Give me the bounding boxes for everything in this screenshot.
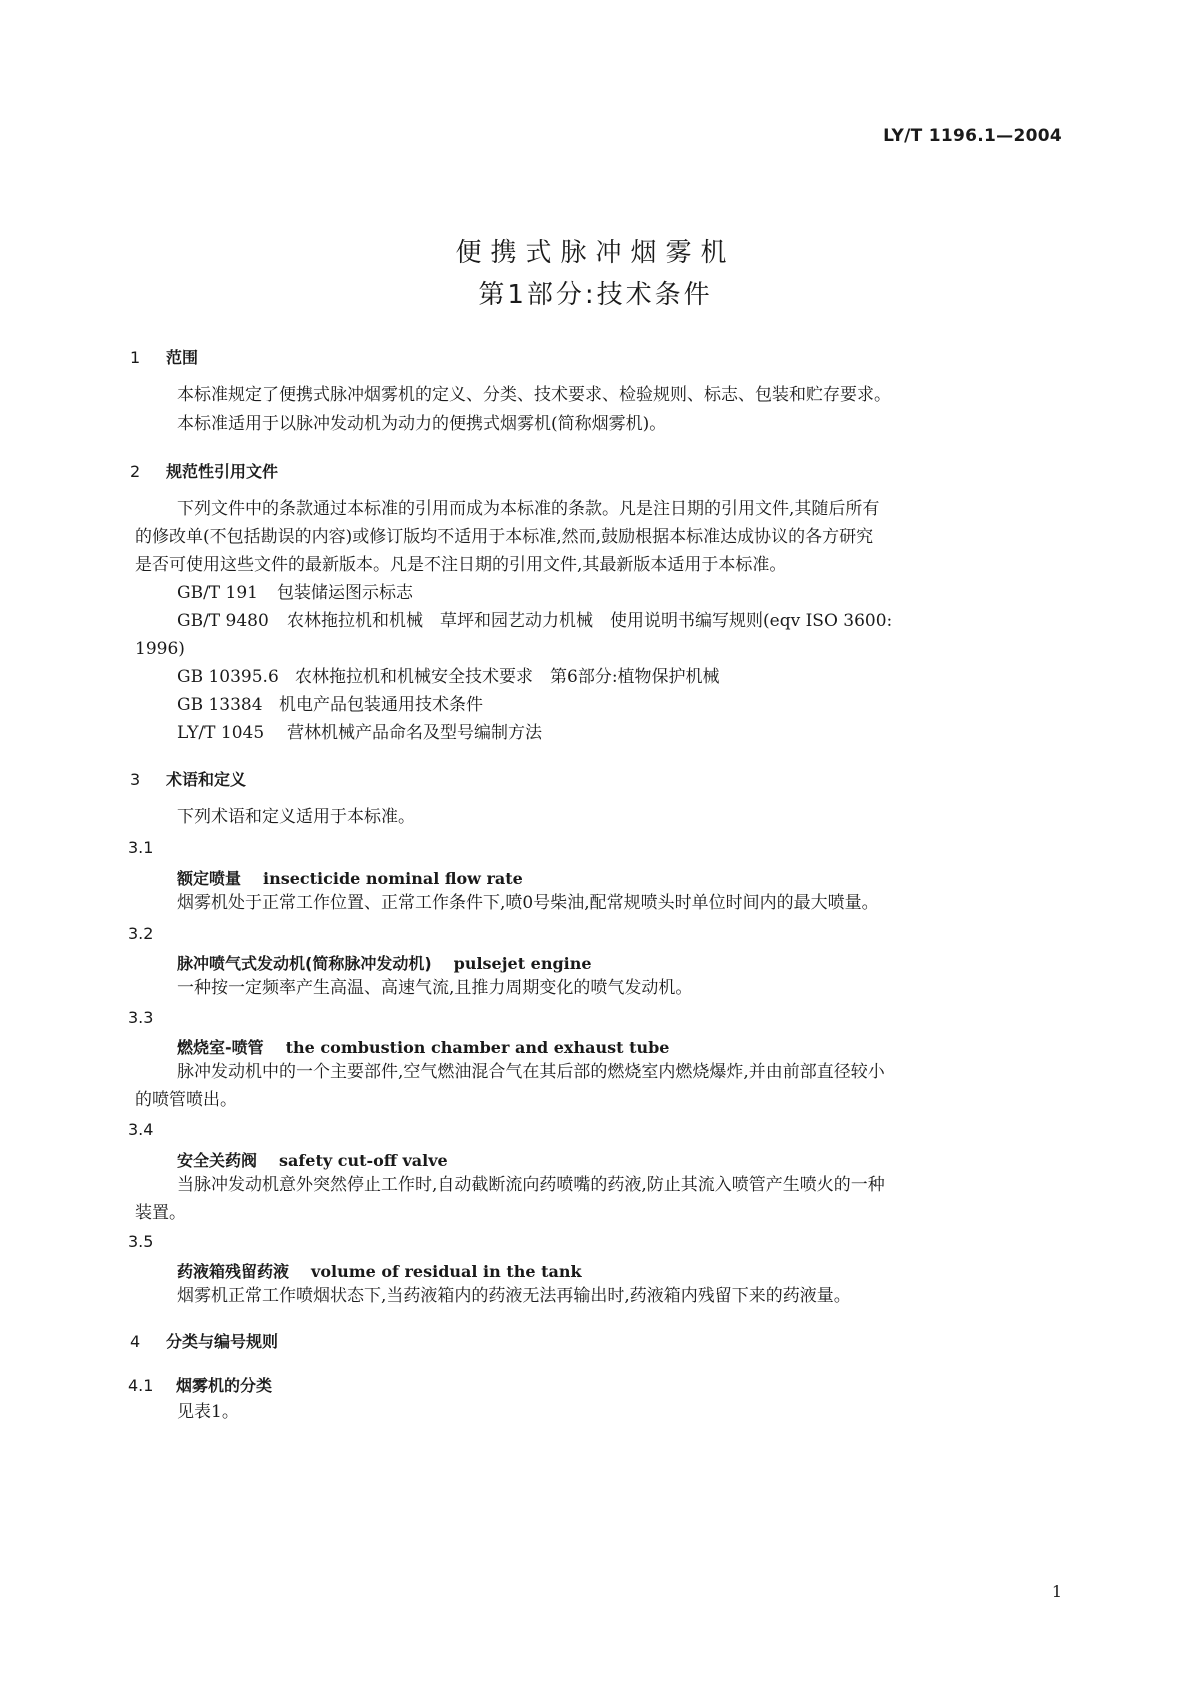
section-number: 3: [130, 770, 141, 789]
reference-title: 包装储运图示标志: [277, 583, 413, 603]
term-zh: 安全关药阀: [177, 1151, 258, 1170]
section-title: 分类与编号规则: [166, 1332, 279, 1351]
term-definition: 烟雾机处于正常工作位置、正常工作条件下,喷0号柴油,配常规喷头时单位时间内的最大喷量。: [177, 893, 879, 913]
reference-item: [177, 718, 542, 748]
section-title: 术语和定义: [166, 770, 247, 789]
subsection-number: 4.1: [128, 1376, 154, 1395]
term-zh: 药液箱残留药液: [177, 1262, 290, 1281]
section-heading-1: [130, 345, 198, 368]
section-heading-4: [130, 1329, 278, 1352]
term-zh: 额定喷量: [177, 869, 242, 888]
term-heading: [177, 951, 592, 974]
subsection-heading: [128, 1373, 272, 1396]
paragraph: 下列术语和定义适用于本标准。: [177, 807, 415, 827]
term-zh: 燃烧室-喷管: [177, 1038, 264, 1057]
paragraph-line: 下列文件中的条款通过本标准的引用而成为本标准的条款。凡是注日期的引用文件,其随后所有: [177, 499, 880, 519]
reference-code: GB/T 191: [177, 583, 258, 603]
term-number: 3.2: [128, 924, 154, 943]
term-en: safety cut-off valve: [279, 1151, 448, 1170]
term-definition: 一种按一定频率产生高温、高速气流,且推力周期变化的喷气发动机。: [177, 978, 693, 998]
reference-title: 营林机械产品命名及型号编制方法: [287, 723, 542, 743]
document-subtitle: 第1部分:技术条件: [478, 280, 713, 310]
term-definition: 脉冲发动机中的一个主要部件,空气燃油混合气在其后部的燃烧室内燃烧爆炸,并由前部直径较小: [177, 1062, 885, 1082]
term-en: pulsejet engine: [453, 954, 592, 973]
section-title: 范围: [166, 348, 199, 367]
reference-code: GB 13384: [177, 695, 263, 715]
paragraph: 本标准适用于以脉冲发动机为动力的便携式烟雾机(简称烟雾机)。: [177, 414, 667, 434]
reference-item: [177, 662, 720, 692]
subsection-title: 烟雾机的分类: [176, 1376, 273, 1395]
term-zh: 脉冲喷气式发动机(简称脉冲发动机): [177, 954, 432, 973]
term-definition-continuation: 装置。: [135, 1203, 186, 1223]
term-definition: 当脉冲发动机意外突然停止工作时,自动截断流向药喷嘴的药液,防止其流入喷管产生喷火的一种: [177, 1175, 885, 1195]
term-number: 3.5: [128, 1232, 154, 1251]
section-number: 1: [130, 348, 141, 367]
section-heading-2: [130, 459, 278, 482]
term-number: 3.1: [128, 838, 154, 857]
reference-code: LY/T 1045: [177, 723, 265, 743]
term-en: insecticide nominal flow rate: [263, 869, 523, 888]
paragraph-line: 的修改单(不包括勘误的内容)或修订版均不适用于本标准,然而,鼓励根据本标准达成协议的各方研究: [135, 527, 874, 547]
section-title: 规范性引用文件: [166, 462, 279, 481]
term-heading: [177, 1259, 582, 1282]
paragraph-line: 是否可使用这些文件的最新版本。凡是不注日期的引用文件,其最新版本适用于本标准。: [135, 555, 787, 575]
term-number: 3.4: [128, 1120, 154, 1139]
page-number: 1: [1051, 1582, 1062, 1601]
term-en: volume of residual in the tank: [311, 1262, 582, 1281]
section-number: 4: [130, 1332, 141, 1351]
term-number: 3.3: [128, 1008, 154, 1027]
term-heading: [177, 1148, 448, 1171]
reference-title: 农林拖拉机和机械安全技术要求 第6部分:植物保护机械: [295, 667, 720, 687]
reference-title: 机电产品包装通用技术条件: [279, 695, 483, 715]
term-definition: 烟雾机正常工作喷烟状态下,当药液箱内的药液无法再输出时,药液箱内残留下来的药液量。: [177, 1286, 851, 1306]
reference-code: GB/T 9480: [177, 611, 269, 631]
reference-item: [177, 690, 483, 720]
reference-item: [177, 578, 413, 608]
reference-continuation: 1996): [135, 639, 185, 659]
standard-code: LY/T 1196.1—2004: [883, 126, 1062, 146]
term-heading: [177, 1035, 669, 1058]
term-definition-continuation: 的喷管喷出。: [135, 1090, 237, 1110]
reference-title: 农林拖拉机和机械 草坪和园艺动力机械 使用说明书编写规则(eqv ISO 3600:: [287, 611, 893, 631]
term-heading: [177, 866, 523, 889]
section-heading-3: [130, 767, 246, 790]
section-number: 2: [130, 462, 141, 481]
paragraph: 本标准规定了便携式脉冲烟雾机的定义、分类、技术要求、检验规则、标志、包装和贮存要求。: [177, 385, 891, 405]
paragraph: 见表1。: [177, 1402, 239, 1422]
document-title: 便携式脉冲烟雾机: [455, 238, 736, 268]
reference-code: GB 10395.6: [177, 667, 279, 687]
term-en: the combustion chamber and exhaust tube: [285, 1038, 670, 1057]
reference-item: [177, 606, 892, 636]
